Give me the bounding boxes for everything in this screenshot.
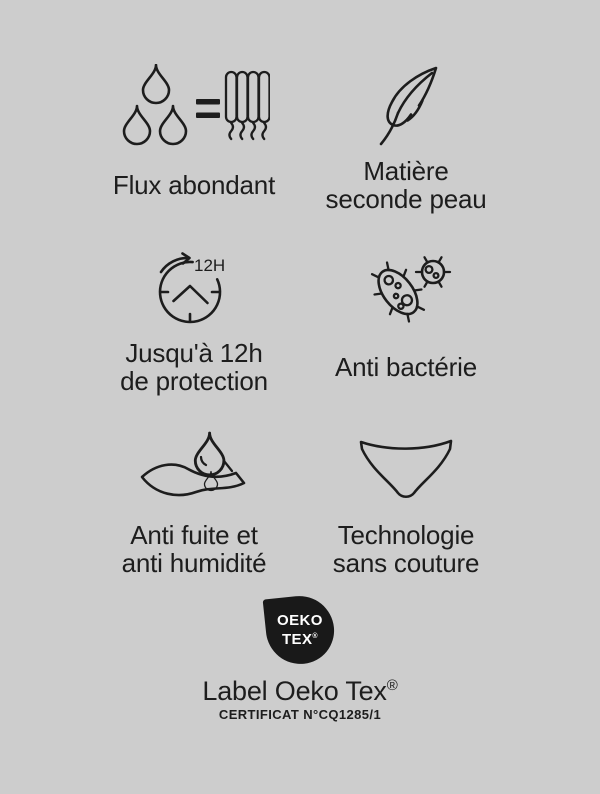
oeko-tex-badge: [263, 593, 338, 668]
feature-heavy-flow: [88, 62, 300, 214]
feature-anti-bacteria: [300, 244, 512, 396]
feather-icon: [366, 62, 446, 150]
feature-second-skin: [300, 62, 512, 214]
seamless-panty-icon: [354, 426, 458, 514]
feature-caption: Flux abondant: [112, 170, 276, 200]
registered-mark: ®: [312, 632, 318, 640]
feature-caption: Anti bactérie: [335, 352, 477, 382]
features-grid: [88, 0, 512, 578]
feature-caption: Jusqu'à 12h de protection: [120, 338, 268, 396]
feature-12h-protection: [88, 244, 300, 396]
certificate-number: CERTIFICAT N°CQ1285/1: [218, 707, 382, 722]
clock-12h-icon: [146, 244, 242, 332]
certification-label: Label Oeko Tex®: [202, 676, 398, 706]
registered-mark: ®: [386, 677, 398, 694]
oeko-tex-badge-text: OEKO TEX®: [277, 611, 323, 648]
drops-equals-tampons-icon: [118, 62, 270, 150]
feature-anti-leak: [88, 426, 300, 578]
certification-section: [0, 596, 600, 723]
feature-caption: Anti fuite et anti humidité: [121, 520, 267, 578]
feature-seamless: [300, 426, 512, 578]
anti-leak-drops-icon: [136, 426, 252, 514]
clock-12h-label: 12H: [194, 256, 226, 275]
feature-caption: Technologie sans couture: [332, 520, 480, 578]
bacteria-icon: [360, 244, 452, 332]
feature-caption: Matière seconde peau: [325, 156, 487, 214]
